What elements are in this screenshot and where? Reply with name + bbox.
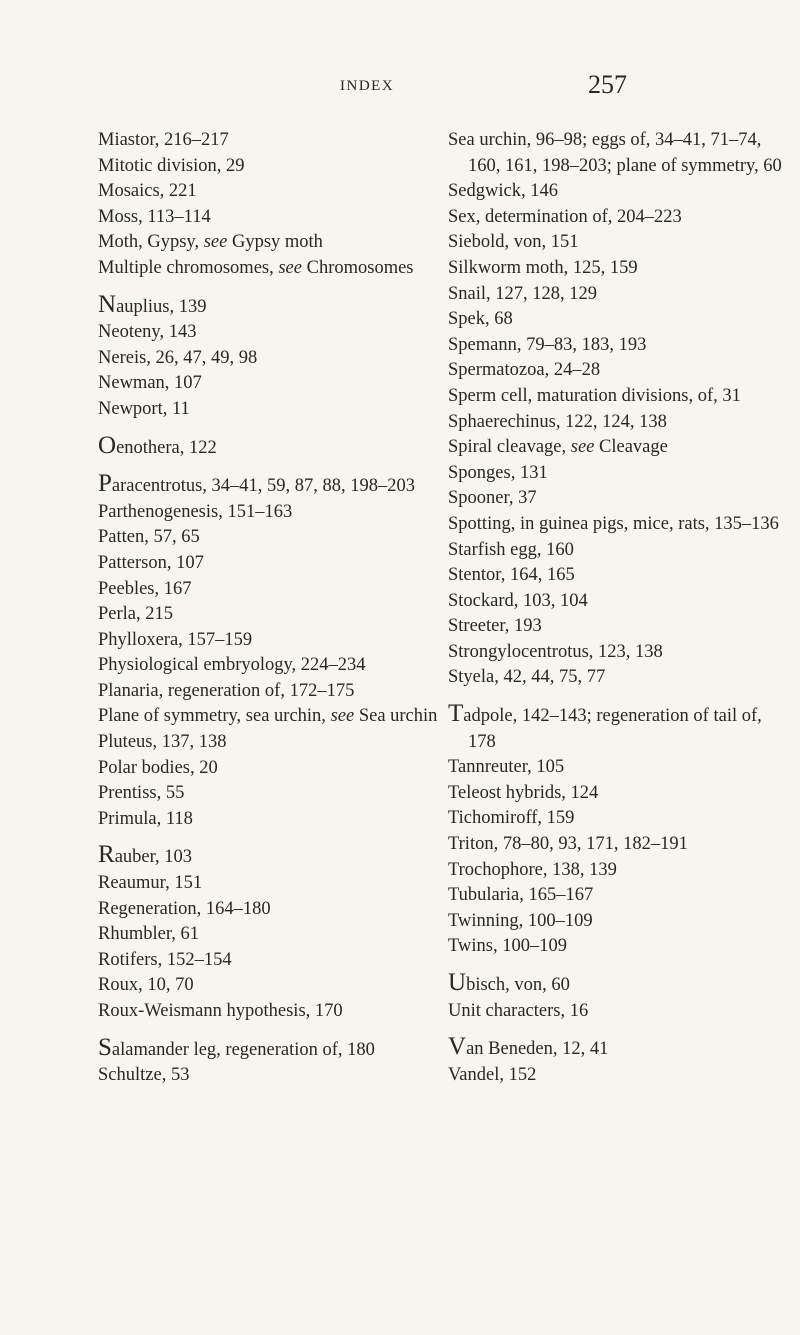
group-gap — [98, 832, 438, 842]
index-entry — [448, 1034, 790, 1063]
index-entry — [98, 154, 438, 180]
index-entry — [448, 435, 790, 461]
entry-text: Styela, 42, 44, 75, 77 — [448, 667, 606, 688]
group-gap — [448, 1024, 790, 1034]
entry-text: Sea urchin — [354, 706, 438, 727]
index-entry — [98, 433, 438, 462]
index-entry — [448, 665, 790, 691]
entry-text: Strongylocentrotus, 123, 138 — [448, 641, 663, 662]
entry-text: Sperm cell, maturation divisions, of, 31 — [448, 385, 741, 406]
entry-text: an Beneden, 12, 41 — [466, 1039, 609, 1060]
index-entry — [98, 807, 438, 833]
index-entry — [98, 551, 438, 577]
entry-text: Sedgwick, 146 — [448, 181, 558, 202]
entry-text: Patterson, 107 — [98, 552, 204, 573]
entry-text: Starfish egg, 160 — [448, 539, 574, 560]
index-entry — [448, 333, 790, 359]
index-entry — [448, 883, 790, 909]
index-entry — [448, 806, 790, 832]
index-entry — [98, 577, 438, 603]
index-entry — [98, 922, 438, 948]
entry-text: Newport, 11 — [98, 398, 190, 419]
index-entry — [98, 704, 438, 730]
index-entry — [448, 358, 790, 384]
entry-text: Schultze, 53 — [98, 1065, 190, 1086]
entry-text: Triton, 78–80, 93, 171, 182–191 — [448, 834, 688, 855]
index-entry — [448, 563, 790, 589]
entry-text: Regeneration, 164–180 — [98, 898, 271, 919]
page-header — [0, 70, 800, 118]
index-entry — [448, 909, 790, 935]
index-entry — [448, 934, 790, 960]
entry-text: Snail, 127, 128, 129 — [448, 283, 598, 304]
entry-initial: U — [448, 969, 467, 996]
entry-text: Multiple chromosomes, — [98, 257, 279, 278]
entry-initial: S — [98, 1033, 112, 1061]
index-entry — [98, 897, 438, 923]
entry-text: auber, 103 — [114, 847, 193, 868]
entry-text: Spiral cleavage, — [448, 437, 571, 458]
index-entry — [98, 179, 438, 205]
entry-text: Twinning, 100–109 — [448, 910, 593, 931]
entry-text: Chromosomes — [301, 257, 414, 278]
index-entry — [98, 230, 438, 256]
index-entry — [98, 397, 438, 423]
index-entry — [448, 614, 790, 640]
entry-text: Tichomiroff, 159 — [448, 808, 575, 829]
index-entry — [98, 781, 438, 807]
entry-text: Tannreuter, 105 — [448, 757, 565, 778]
index-entry — [98, 756, 438, 782]
index-entry — [98, 948, 438, 974]
see-reference: see — [278, 257, 302, 278]
index-entry — [448, 970, 790, 999]
index-entry — [98, 471, 438, 500]
entry-text: Cleavage — [594, 437, 668, 458]
index-entry — [448, 640, 790, 666]
entry-text: Gypsy moth — [227, 232, 323, 253]
entry-text: aracentrotus, 34–41, 59, 87, 88, 198–203 — [111, 476, 416, 497]
entry-initial: N — [98, 290, 117, 318]
index-entry — [98, 999, 438, 1025]
entry-text: Parthenogenesis, 151–163 — [98, 501, 293, 522]
index-entry — [98, 128, 438, 154]
entry-text: Sea urchin, 96–98; eggs of, 34–41, 71–74, 160, 161, 198–203; plane of symmetry, 60 — [448, 130, 782, 176]
index-entry — [448, 589, 790, 615]
entry-text: Silkworm moth, 125, 159 — [448, 257, 638, 278]
index-entry — [448, 461, 790, 487]
entry-text: Nereis, 26, 47, 49, 98 — [98, 347, 258, 368]
index-entry — [98, 973, 438, 999]
page-number: 257 — [588, 70, 627, 99]
entry-text: Patten, 57, 65 — [98, 527, 200, 548]
entry-text: Roux-Weismann hypothesis, 170 — [98, 1001, 343, 1021]
entry-text: adpole, 142–143; regeneration of tail of, 178 — [463, 706, 762, 752]
entry-text: Neoteny, 143 — [98, 322, 197, 343]
see-reference: see — [203, 232, 228, 253]
entry-text: Vandel, 152 — [448, 1064, 537, 1085]
entry-text: Spermatozoa, 24–28 — [448, 360, 601, 381]
entry-text: Mitotic division, 29 — [98, 155, 245, 176]
entry-text: Perla, 215 — [98, 604, 174, 625]
group-gap — [448, 691, 790, 701]
entry-text: Moth, Gypsy, — [98, 232, 204, 253]
entry-text: Spotting, in guinea pigs, mice, rats, 135–136 — [448, 513, 779, 534]
entry-text: Unit characters, 16 — [448, 1000, 589, 1021]
entry-text: Sponges, 131 — [448, 462, 548, 483]
index-entry — [448, 755, 790, 781]
index-entry — [98, 346, 438, 372]
entry-text: Stockard, 103, 104 — [448, 590, 588, 611]
index-entry — [448, 538, 790, 564]
entry-initial: R — [98, 841, 115, 869]
entry-text: Polar bodies, 20 — [98, 757, 218, 778]
index-entry — [98, 320, 438, 346]
index-entry — [448, 179, 790, 205]
entry-text: Streeter, 193 — [448, 616, 542, 637]
index-entry — [448, 384, 790, 410]
entry-text: Physiological embryology, 224–234 — [98, 655, 366, 676]
group-gap — [98, 423, 438, 433]
entry-text: Pluteus, 137, 138 — [98, 732, 227, 753]
index-entry — [448, 230, 790, 256]
entry-text: Trochophore, 138, 139 — [448, 859, 617, 880]
entry-text: alamander leg, regeneration of, 180 — [111, 1039, 375, 1060]
entry-text: Moss, 113–114 — [98, 206, 211, 227]
index-entry — [448, 701, 790, 755]
index-entry — [448, 858, 790, 884]
index-entry — [448, 1063, 790, 1089]
index-entry — [98, 500, 438, 526]
entry-text: Rotifers, 152–154 — [98, 949, 232, 970]
entry-text: Mosaics, 221 — [98, 181, 197, 202]
index-entry — [448, 282, 790, 308]
entry-initial: P — [98, 470, 112, 498]
entry-text: Teleost hybrids, 124 — [448, 782, 599, 803]
index-entry — [98, 1063, 438, 1089]
index-entry — [448, 832, 790, 858]
see-reference: see — [330, 706, 355, 727]
entry-text: Stentor, 164, 165 — [448, 565, 575, 586]
entry-text: enothera, 122 — [116, 437, 217, 458]
index-entry — [448, 781, 790, 807]
entry-text: Reaumur, 151 — [98, 873, 203, 894]
index-entry — [448, 486, 790, 512]
index-entry — [98, 730, 438, 756]
index-entry — [448, 410, 790, 436]
entry-text: Twins, 100–109 — [448, 936, 567, 957]
entry-initial: T — [448, 700, 464, 728]
entry-text: Planaria, regeneration of, 172–175 — [98, 680, 355, 701]
index-entry — [98, 842, 438, 871]
group-gap — [448, 960, 790, 970]
entry-text: Roux, 10, 70 — [98, 975, 194, 996]
running-head: INDEX — [340, 78, 395, 94]
group-gap — [98, 282, 438, 292]
index-entry — [448, 999, 790, 1025]
index-column-left — [98, 128, 438, 1089]
index-entry — [98, 602, 438, 628]
entry-text: Newman, 107 — [98, 373, 202, 394]
entry-text: Primula, 118 — [98, 808, 193, 829]
index-entry — [98, 628, 438, 654]
entry-text: Sphaerechinus, 122, 124, 138 — [448, 411, 667, 432]
entry-initial: V — [448, 1033, 467, 1061]
entry-text: auplius, 139 — [116, 296, 207, 317]
entry-text: Spek, 68 — [448, 309, 513, 330]
entry-initial: O — [98, 431, 117, 459]
entry-text: Plane of symmetry, sea urchin, — [98, 706, 331, 727]
index-entry — [448, 256, 790, 282]
entry-text: Rhumbler, 61 — [98, 924, 200, 945]
index-entry — [98, 871, 438, 897]
entry-text: Peebles, 167 — [98, 578, 192, 599]
index-column-right — [448, 128, 790, 1088]
index-entry — [98, 679, 438, 705]
group-gap — [98, 461, 438, 471]
entry-text: Spemann, 79–83, 183, 193 — [448, 334, 647, 355]
entry-text: Tubularia, 165–167 — [448, 885, 594, 906]
index-entry — [448, 205, 790, 231]
index-entry — [98, 256, 438, 282]
index-entry — [448, 512, 790, 538]
entry-text: Phylloxera, 157–159 — [98, 629, 253, 650]
index-entry — [98, 205, 438, 231]
entry-text: Siebold, von, 151 — [448, 232, 579, 253]
index-entry — [98, 653, 438, 679]
entry-text: Miastor, 216–217 — [98, 130, 229, 150]
index-entry — [448, 307, 790, 333]
entry-text: Prentiss, 55 — [98, 783, 185, 804]
entry-text: Sex, determination of, 204–223 — [448, 206, 682, 227]
index-entry — [98, 1035, 438, 1064]
group-gap — [98, 1025, 438, 1035]
index-entry — [98, 525, 438, 551]
index-entry — [448, 128, 790, 179]
see-reference: see — [570, 437, 595, 458]
entry-text: bisch, von, 60 — [466, 975, 570, 995]
entry-text: Spooner, 37 — [448, 488, 537, 509]
index-entry — [98, 371, 438, 397]
index-entry — [98, 292, 438, 321]
